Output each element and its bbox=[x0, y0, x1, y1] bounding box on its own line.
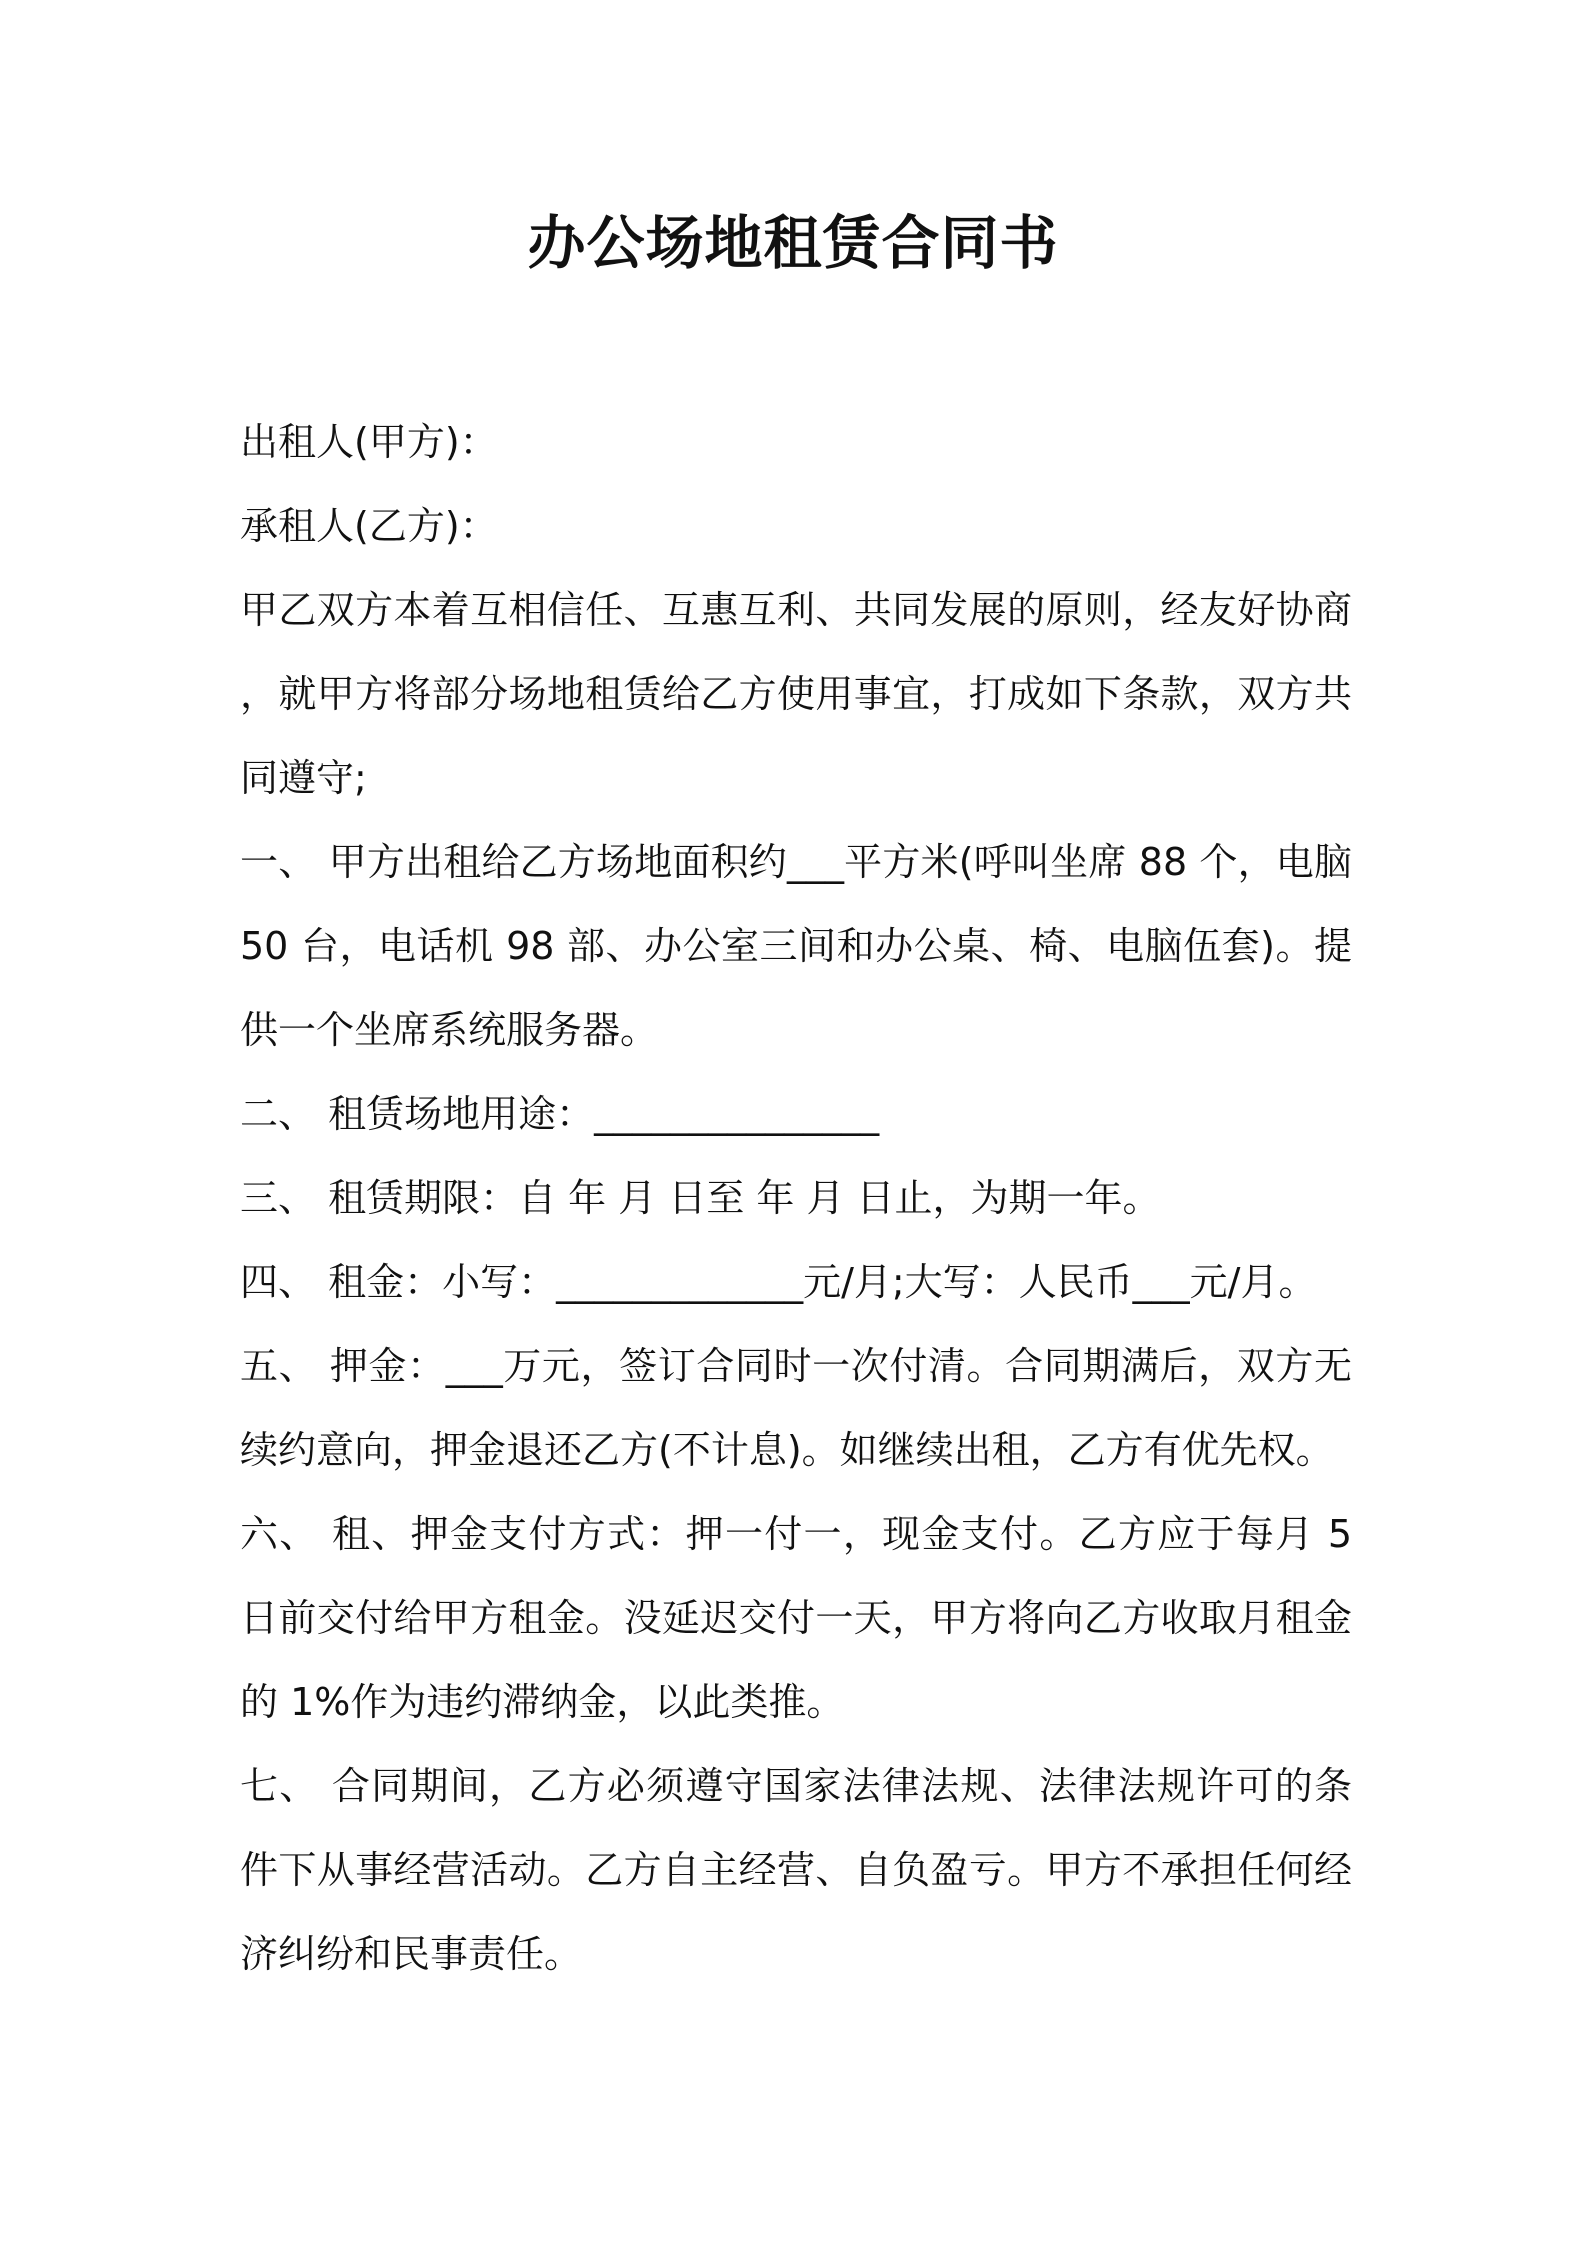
clause-1: 一、 甲方出租给乙方场地面积约___平方米(呼叫坐席 88 个，电脑 50 台，电话机 98 部、办公室三间和办公桌、椅、电脑伍套)。提供一个坐席系统服务器。 bbox=[240, 840, 1352, 1052]
document-title: 办公场地租赁合同书 bbox=[527, 209, 1059, 277]
clause-7: 七、 合同期间，乙方必须遵守国家法律法规、法律法规许可的条件下从事经营活动。乙方自主经营、自负盈亏。甲方不承担任何经济纠纷和民事责任。 bbox=[240, 1764, 1352, 1976]
clause-6: 六、 租、押金支付方式：押一付一，现金支付。乙方应于每月 5 日前交付给甲方租金。没延迟交付一天，甲方将向乙方收取月租金的 1%作为违约滞纳金，以此类推。 bbox=[240, 1512, 1352, 1724]
document-body bbox=[240, 400, 1352, 1996]
lessee-line: 承租人(乙方)： bbox=[240, 504, 498, 548]
lessor-line: 出租人(甲方)： bbox=[240, 420, 498, 464]
clause-3: 三、 租赁期限：自 年 月 日至 年 月 日止，为期一年。 bbox=[240, 1176, 1161, 1220]
clause-2: 二、 租赁场地用途：_______________ bbox=[240, 1092, 880, 1136]
clause-5: 五、 押金：___万元，签订合同时一次付清。合同期满后，双方无续约意向，押金退还乙方(不计息)。如继续出租，乙方有优先权。 bbox=[240, 1344, 1352, 1472]
clause-4: 四、 租金：小写：_____________元/月;大写：人民币___元/月。 bbox=[240, 1260, 1317, 1304]
preamble-paragraph: 甲乙双方本着互相信任、互惠互利、共同发展的原则，经友好协商，就甲方将部分场地租赁给乙方使用事宜，打成如下条款，双方共同遵守; bbox=[240, 588, 1352, 800]
